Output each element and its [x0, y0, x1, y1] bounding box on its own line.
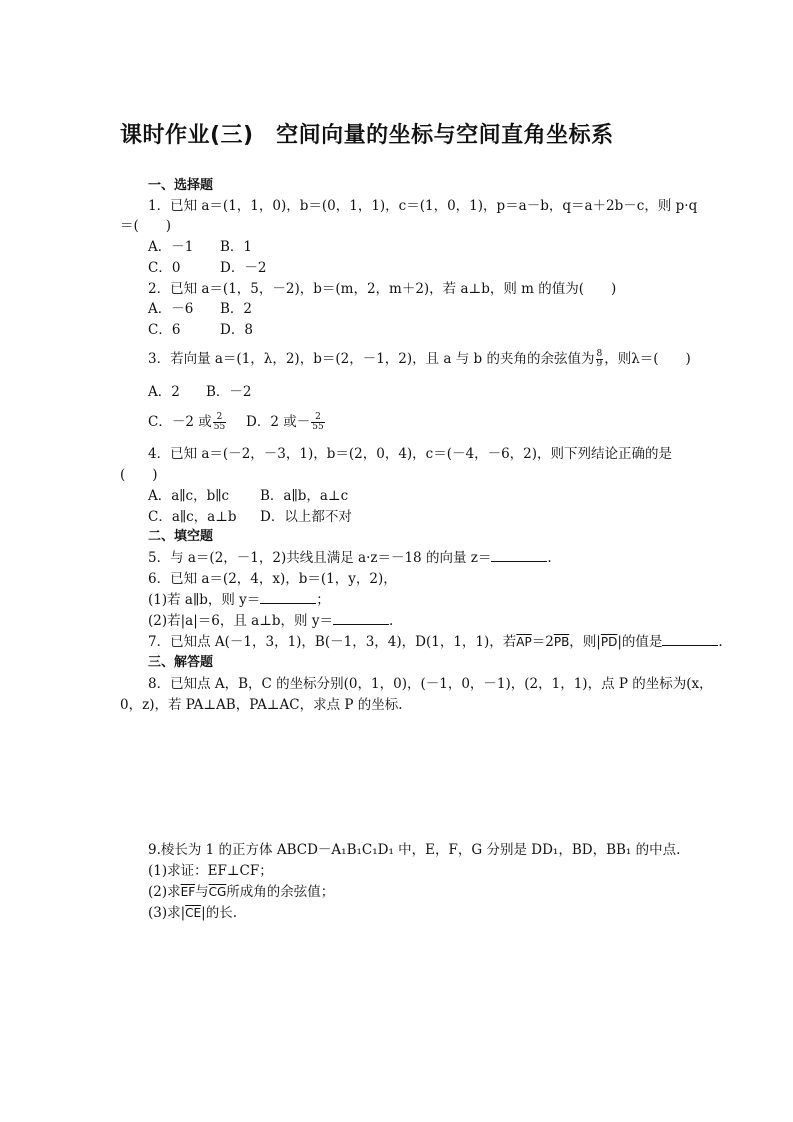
- q3-option-d-num: 2: [311, 413, 324, 423]
- q6-sub1: [148, 591, 330, 609]
- q5-text-pre: 5．与 a＝(2，－1，2)共线且满足 a·z＝－18 的向量 z＝: [148, 550, 492, 566]
- q9-sub2: [148, 883, 334, 901]
- q4-options-row2: [148, 508, 352, 526]
- q6-sub2-pre: (2)若|a|＝6，且 a⊥b，则 y＝: [148, 613, 333, 629]
- q3-option-d[interactable]: [246, 413, 326, 432]
- q1-text-cont: ＝( ): [120, 218, 172, 234]
- section-choice-heading: 一、选择题: [148, 178, 214, 193]
- q1-option-d[interactable]: D．－2: [220, 260, 267, 276]
- q6-sub1-post: ；: [316, 592, 330, 608]
- section-fill-heading: 二、填空题: [148, 529, 214, 544]
- q2-options-row2: [148, 321, 253, 339]
- q4-option-b[interactable]: B．a∥b，a⊥c: [260, 488, 349, 504]
- q9-sub2-mid: 与: [195, 884, 209, 900]
- q4-option-a[interactable]: A．a∥c，b∥c: [148, 488, 230, 504]
- q1-option-a[interactable]: A．－1: [148, 239, 194, 255]
- q2-options-row1: [148, 300, 252, 318]
- q3-options-row1: [148, 383, 252, 401]
- q9-sub3-pre: (3)求|: [148, 905, 186, 921]
- q4-option-d[interactable]: D．以上都不对: [260, 509, 352, 525]
- q3-option-c-fraction: [213, 413, 226, 432]
- q1-options-row1: [148, 238, 252, 256]
- q2-text: 2．已知 a＝(1，5，－2)，b＝(m，2，m＋2)，若 a⊥b，则 m 的值为( ): [148, 281, 617, 297]
- q1-text: 1．已知 a＝(1，1，0)，b＝(0，1，1)，c＝(1，0，1)，p＝a－b，q＝a＋2b－c，则 p·q: [148, 198, 698, 214]
- q3-options-row2: [148, 413, 326, 432]
- q9-sub3-post: |的长.: [201, 905, 237, 921]
- q3-option-c-num: 2: [213, 413, 226, 423]
- q9-vector-ef: $\overline{EF}$: [180, 885, 196, 899]
- q6-sub2: [148, 612, 393, 630]
- q2-option-c[interactable]: C．6: [148, 322, 181, 338]
- q9-sub2-pre: (2)求: [148, 884, 181, 900]
- q4-options-row1: [148, 487, 348, 505]
- q7-text: [148, 633, 723, 651]
- q3-option-b[interactable]: B．－2: [206, 384, 252, 400]
- q4-text-cont: ( ): [120, 467, 158, 483]
- q7-text-mid: ＝2: [531, 634, 554, 650]
- q7-answer-blank[interactable]: [662, 633, 718, 646]
- q7-vector-ap: $\overline{AP}$: [516, 635, 532, 649]
- q3-text-post: ，则λ＝( ): [604, 351, 691, 367]
- q3-fraction: [596, 350, 604, 369]
- q8-text: 8．已知点 A，B，C 的坐标分别(0，1，0)，(－1，0，－1)，(2，1，1)，点 P 的坐标为(x，: [148, 676, 713, 692]
- q9-sub2-post: 所成角的余弦值；: [226, 884, 335, 900]
- q3-option-d-den: 55: [312, 422, 324, 432]
- q3-option-a[interactable]: A．2: [148, 384, 180, 400]
- q2-option-d[interactable]: D．8: [220, 322, 253, 338]
- q7-text-post: |的值是: [617, 634, 663, 650]
- q5-text-post: .: [547, 550, 552, 566]
- q7-text-end: .: [718, 634, 723, 650]
- q1-option-c[interactable]: C．0: [148, 260, 181, 276]
- q7-text-mid2: ，则|: [569, 634, 601, 650]
- q6-sub2-post: .: [388, 613, 394, 629]
- q3-option-d-fraction: [311, 413, 324, 432]
- q7-vector-pd: $\overline{PD}$: [600, 635, 618, 649]
- q9-vector-ce: $\overline{CE}$: [185, 906, 202, 920]
- q3-option-c[interactable]: [148, 413, 246, 432]
- q3-text-pre: 3．若向量 a＝(1，λ，2)，b＝(2，－1，2)，且 a 与 b 的夹角的余弦值为: [148, 351, 595, 367]
- q8-text-cont: 0，z)，若 PA⊥AB，PA⊥AC，求点 P 的坐标.: [120, 697, 403, 713]
- page-title: 课时作业(三) 空间向量的坐标与空间直角坐标系: [120, 123, 614, 148]
- q7-text-pre: 7．已知点 A(－1，3，1)，B(－1，3，4)，D(1，1，1)，若: [148, 634, 517, 650]
- q7-vector-pb: $\overline{PB}$: [553, 635, 570, 649]
- q9-sub3: [148, 904, 237, 922]
- q2-option-a[interactable]: A．－6: [148, 301, 194, 317]
- q3-fraction-den: 9: [596, 359, 603, 369]
- q5-text: [148, 549, 552, 567]
- q3-text: [148, 350, 691, 369]
- q4-text: 4．已知 a＝(－2，－3，1)，b＝(2，0，4)，c＝(－4，－6，2)，则下列结论正确的是: [148, 446, 673, 462]
- q3-fraction-num: 8: [596, 349, 603, 359]
- q6-sub2-blank[interactable]: [333, 612, 389, 625]
- q6-text: 6．已知 a＝(2，4，x)，b＝(1，y，2)，: [148, 571, 397, 587]
- q9-vector-cg: $\overline{CG}$: [208, 885, 227, 899]
- q6-sub1-pre: (1)若 a∥b，则 y＝: [148, 592, 261, 608]
- section-solve-heading: 三、解答题: [148, 655, 214, 670]
- q3-option-d-text: D．2 或－: [246, 414, 311, 430]
- q5-answer-blank[interactable]: [491, 549, 547, 562]
- q2-option-b[interactable]: B．2: [220, 301, 253, 317]
- q1-option-b[interactable]: B．1: [220, 239, 253, 255]
- q4-option-c[interactable]: C．a∥c，a⊥b: [148, 509, 237, 525]
- q9-sub1: (1)求证：EF⊥CF；: [148, 863, 273, 879]
- q1-options-row2: [148, 259, 266, 277]
- q3-option-c-den: 55: [213, 422, 226, 432]
- q9-text: 9.棱长为 1 的正方体 ABCD－A₁B₁C₁D₁ 中，E，F，G 分别是 DD₁，BD，BB₁ 的中点.: [148, 842, 681, 858]
- q3-option-c-text: C．－2 或: [148, 414, 212, 430]
- q6-sub1-blank[interactable]: [260, 591, 316, 604]
